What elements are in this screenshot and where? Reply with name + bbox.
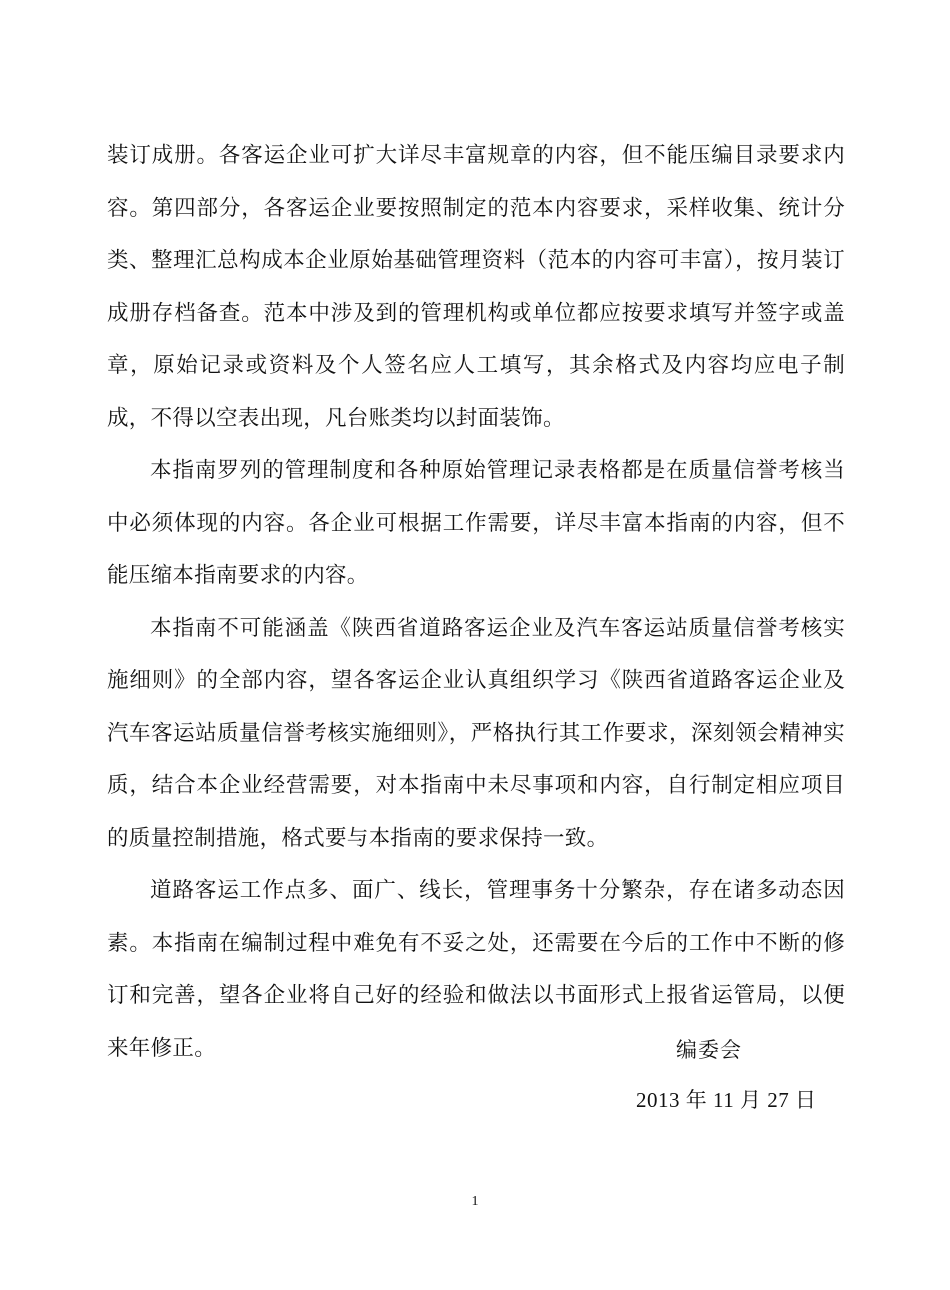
signature-author: 编委会 — [676, 1038, 742, 1062]
paragraph: 本指南不可能涵盖《陕西省道路客运企业及汽车客运站质量信誉考核实施细则》的全部内容，望各客运企业认真组织学习《陕西省道路客运企业及汽车客运站质量信誉考核实施细则》，严格执行其工作要求，深刻领会精神实质，结合本企业经营需要，对本指南中未尽事项和内容，自行制定相应项目的质量控制措施，格式要与本指南的要求保持一致。 — [107, 615, 845, 851]
signature-date: 2013 年 11 月 27 日 — [636, 1088, 817, 1112]
paragraph: 道路客运工作点多、面广、线长，管理事务十分繁杂，存在诸多动态因素。本指南在编制过程中难免有不妥之处，还需要在今后的工作中不断的修订和完善，望各企业将自己好的经验和做法以书面形式上报省运管局，以便来年修正。 — [107, 878, 845, 1061]
paragraph: 装订成册。各客运企业可扩大详尽丰富规章的内容，但不能压编目录要求内容。第四部分，各客运企业要按照制定的范本内容要求，采样收集、统计分类、整理汇总构成本企业原始基础管理资料（范本的内容可丰富），按月装订成册存档备查。范本中涉及到的管理机构或单位都应按要求填写并签字或盖章，原始记录或资料及个人签名应人工填写，其余格式及内容均应电子制成，不得以空表出现，凡台账类均以封面装饰。 — [107, 143, 845, 431]
document-body — [107, 130, 845, 1075]
page-number: 1 — [471, 1194, 479, 1209]
paragraph: 本指南罗列的管理制度和各种原始管理记录表格都是在质量信誉考核当中必须体现的内容。各企业可根据工作需要，详尽丰富本指南的内容，但不能压缩本指南要求的内容。 — [107, 458, 845, 588]
